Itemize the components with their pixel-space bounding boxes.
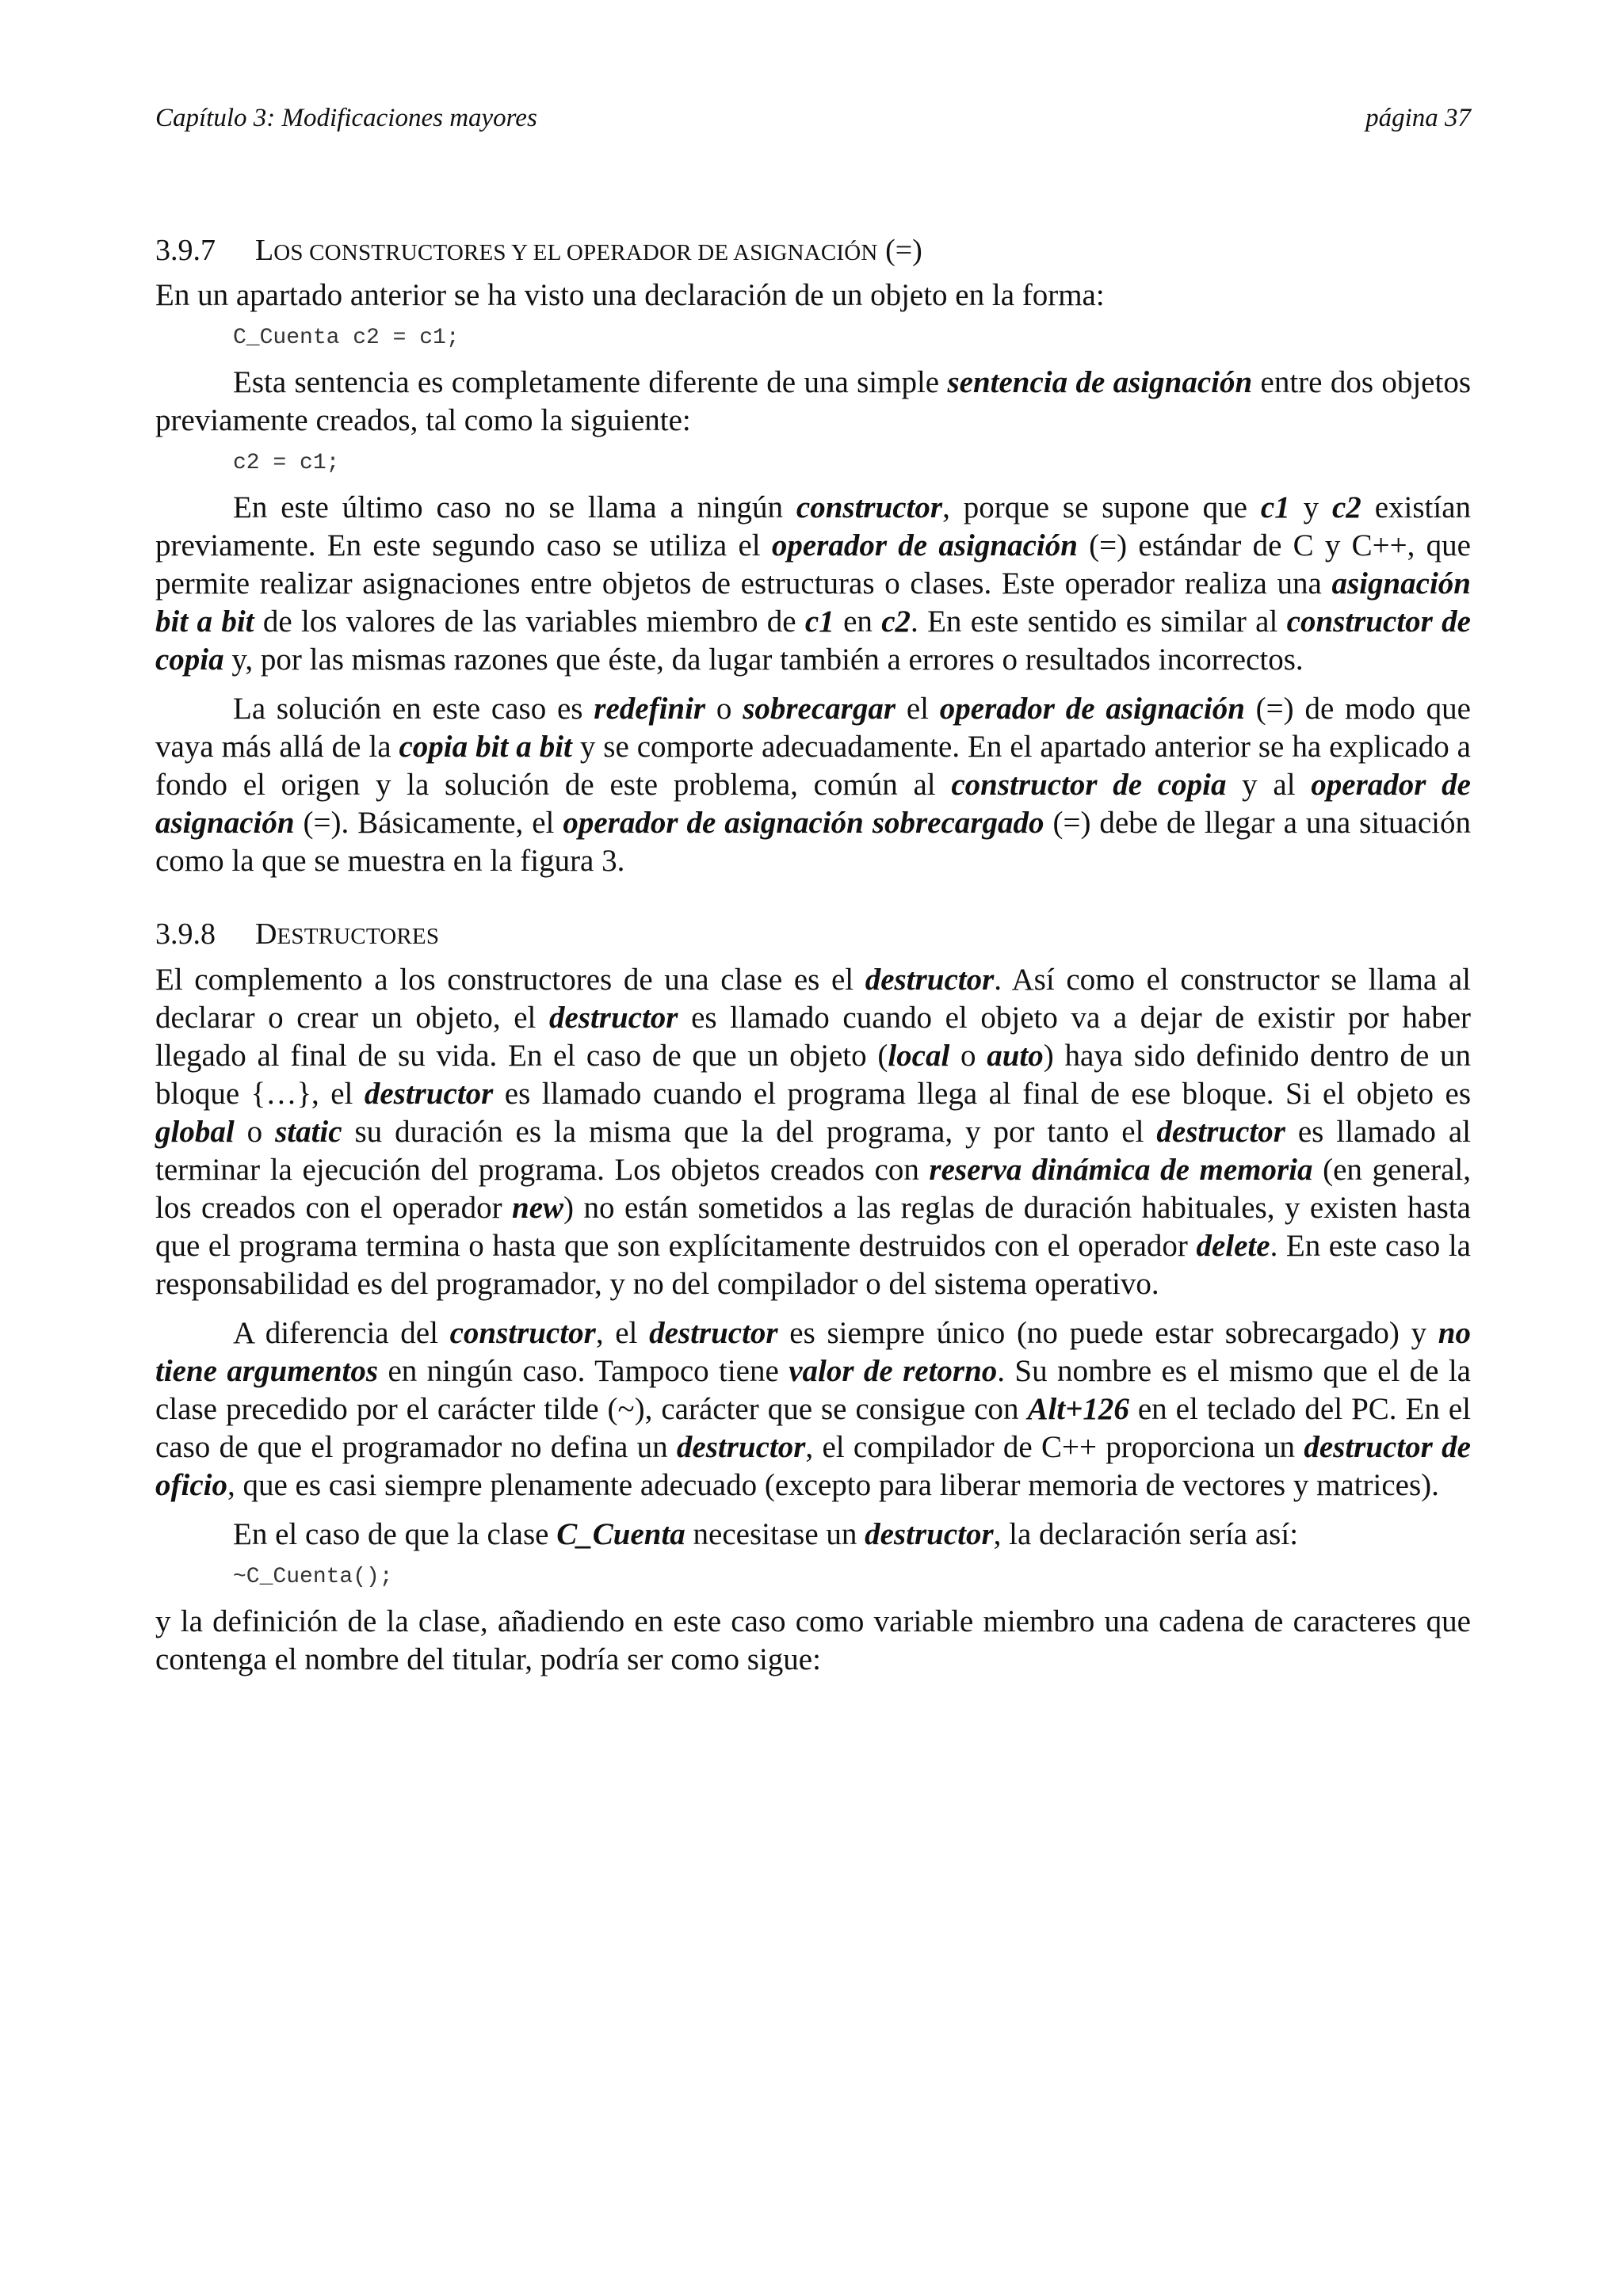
- code-line: C_Cuenta c2 = c1;: [233, 326, 460, 351]
- paragraph: En este último caso no se llama a ningún constructor, porque se supone que c1 y c2 existían previamente. En este segundo caso se utiliza el operador de asignación (=) estándar de C y C++, que permite realizar asignaciones entre objetos de estructuras o clases. Este operador realiza una asignación bit a bit de los valores de las variables miembro de c1 en c2. En este sentido es similar al constructor de copia y, por las mismas razones que éste, da lugar también a errores o resultados incorrectos.: [155, 490, 1472, 677]
- paragraph: La solución en este caso es redefinir o sobrecargar el operador de asignación (=) de modo que vaya más allá de la copia bit a bit y se comporte adecuadamente. En el apartado anterior se ha explicado a fondo el origen y la solución de este problema, común al constructor de copia y al operador de asignación (=). Básicamente, el operador de asignación sobrecargado (=) debe de llegar a una situación como la que se muestra en la figura 3.: [155, 692, 1471, 879]
- paragraph: En el caso de que la clase C_Cuenta necesitase un destructor, la declaración sería así:: [233, 1516, 1299, 1551]
- paragraph: Esta sentencia es completamente diferente de una simple sentencia de asignación entre dos objetos previamente creados, tal como la siguiente:: [155, 365, 1472, 438]
- section-title: LOS CONSTRUCTORES Y EL OPERADOR DE ASIGNACIÓN (=): [255, 233, 922, 267]
- running-header: [155, 103, 1471, 135]
- section-number: 3.9.8: [155, 917, 216, 952]
- document-page: [155, 103, 1471, 1679]
- section-number: 3.9.7: [155, 233, 216, 267]
- section-title-smallcaps: OS CONSTRUCTORES Y EL OPERADOR DE ASIGNACIÓN: [273, 239, 878, 265]
- paragraph: En un apartado anterior se ha visto una declaración de un objeto en la forma:: [155, 278, 1105, 313]
- section-heading-397: [155, 233, 1471, 269]
- code-line: c2 = c1;: [233, 451, 340, 476]
- paragraph: A diferencia del constructor, el destructor es siempre único (no puede estar sobrecargado) y no tiene argumentos en ningún caso. Tampoco tiene valor de retorno. Su nombre es el mismo que el de la clase precedido por el carácter tilde (~), carácter que se consigue con Alt+126 en el teclado del PC. En el caso de que el programador no defina un destructor, el compilador de C++ proporciona un destructor de oficio, que es casi siempre plenamente adecuado (excepto para liberar memoria de vectores y matrices).: [155, 1315, 1472, 1502]
- paragraph: El complemento a los constructores de una clase es el destructor. Así como el constructor se llama al declarar o crear un objeto, el destructor es llamado cuando el objeto va a dejar de existir por haber llegado al final de su vida. En el caso de que un objeto (local o auto) haya sido definido dentro de un bloque {…}, el destructor es llamado cuando el programa llega al final de ese bloque. Si el objeto es global o static su duración es la misma que la del programa, y por tanto el destructor es llamado al terminar la ejecución del programa. Los objetos creados con reserva dinámica de memoria (en general, los creados con el operador new) no están sometidos a las reglas de duración habituales, y existen hasta que el programa termina o hasta que son explícitamente destruidos con el operador delete. En este caso la responsabilidad es del programador, y no del compilador o del sistema operativo.: [155, 962, 1472, 1301]
- section-title: DESTRUCTORES: [255, 917, 440, 952]
- code-line: ~C_Cuenta();: [233, 1564, 393, 1589]
- page-number: página 37: [1365, 104, 1471, 132]
- section-title-smallcaps: ESTRUCTORES: [277, 924, 440, 950]
- paragraph: y la definición de la clase, añadiendo en este caso como variable miembro una cadena de caracteres que contenga el nombre del titular, podría ser como sigue:: [155, 1604, 1471, 1676]
- section-heading-398: [155, 917, 1471, 953]
- chapter-title: Capítulo 3: Modificaciones mayores: [155, 104, 537, 132]
